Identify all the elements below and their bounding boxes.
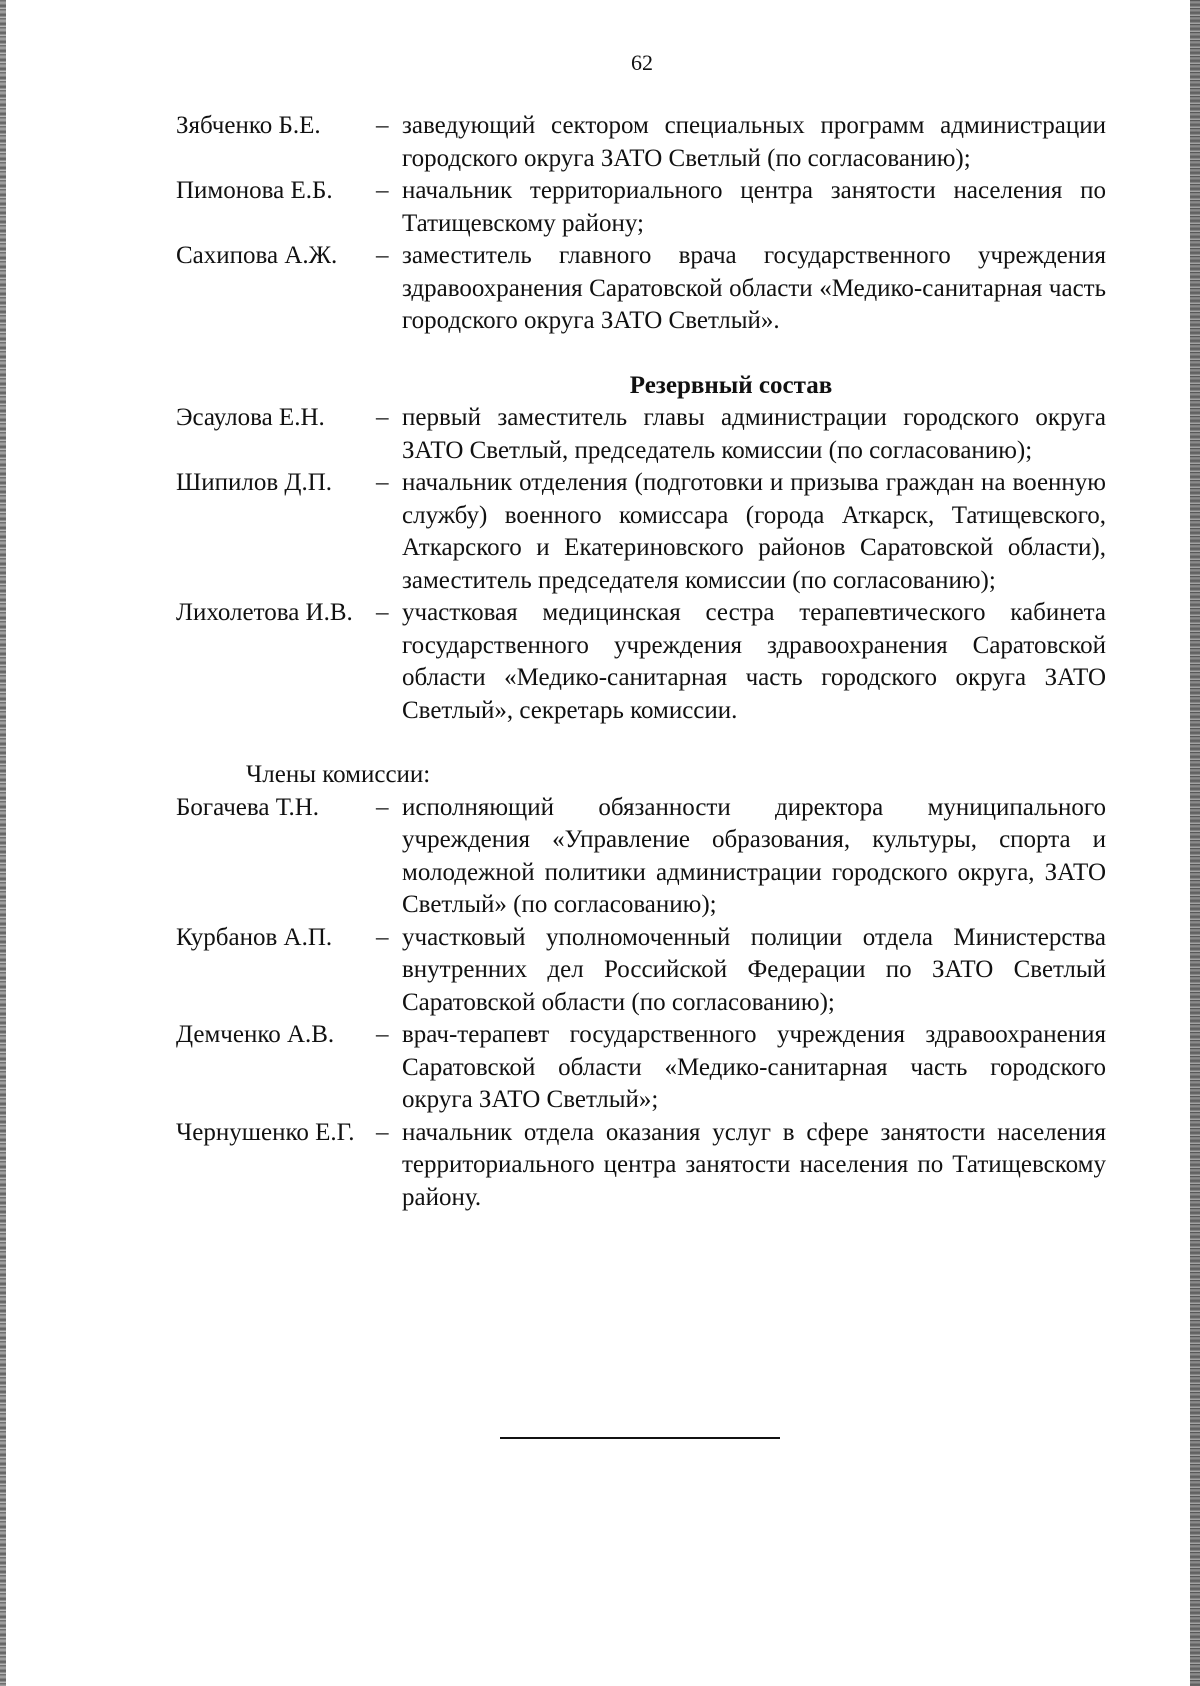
member-description: врач-терапевт государственного учреждения здравоохранения Саратовской области «Медико-санитарная часть городского округа ЗАТО Светлый»; — [402, 1021, 1106, 1113]
dash: – — [376, 793, 389, 821]
document-body — [176, 110, 1106, 1214]
member-name: Богачева Т.Н. — [176, 793, 320, 821]
member-entry — [176, 110, 1106, 175]
member-name: Сахипова А.Ж. — [176, 242, 338, 269]
member-entry — [176, 792, 1106, 922]
member-description: исполняющий обязанности директора муниципального учреждения «Управление образования, культуры, спорта и молодежной политики администрации городского округа, ЗАТО Светлый» (по согласованию); — [402, 793, 1106, 918]
page-number: 62 — [631, 50, 653, 75]
dash: – — [376, 404, 389, 431]
member-entry — [176, 240, 1106, 338]
leader-entry — [176, 597, 1106, 727]
leader-entry — [176, 467, 1106, 597]
scan-border-right — [1190, 0, 1200, 1686]
leader-entry — [176, 402, 1106, 467]
member-description: участковый уполномоченный полиции отдела Министерства внутренних дел Российской Федерации по ЗАТО Светлый Саратовской области (по согласованию); — [402, 923, 1106, 1016]
member-entry — [176, 922, 1106, 1020]
leader-name: Лихолетова И.В. — [176, 599, 353, 626]
dash: – — [376, 1118, 389, 1146]
member-name: Демченко А.В. — [176, 1021, 335, 1048]
member-entry — [176, 175, 1106, 240]
dash: – — [376, 923, 389, 951]
member-name: Зябченко Б.Е. — [176, 112, 321, 139]
member-description: начальник территориального центра занятости населения по Татищевскому району; — [402, 177, 1106, 237]
member-entry — [176, 1117, 1106, 1215]
leader-description: первый заместитель главы администрации городского округа ЗАТО Светлый, председатель комиссии (по согласованию); — [402, 404, 1106, 464]
closing-rule — [500, 1437, 780, 1439]
dash: – — [376, 599, 389, 626]
dash: – — [376, 177, 389, 204]
leader-name: Шипилов Д.П. — [176, 469, 332, 496]
dash: – — [376, 112, 389, 139]
member-description: заместитель главного врача государственного учреждения здравоохранения Саратовской области «Медико-санитарная часть городского округа ЗАТО Светлый». — [402, 242, 1106, 334]
leader-description: начальник отделения (подготовки и призыва граждан на военную службу) военного комиссара (города Аткарск, Татищевского, Аткарского и Екатериновского районов Саратовской области), заместитель председателя комиссии (по согласованию); — [402, 469, 1106, 594]
member-entry — [176, 1019, 1106, 1117]
reserve-heading: Резервный состав — [629, 371, 833, 399]
member-name: Курбанов А.П. — [176, 923, 333, 951]
dash: – — [376, 469, 389, 496]
member-name: Пимонова Е.Б. — [176, 177, 333, 204]
scan-border-left — [0, 0, 6, 1686]
leader-name: Эсаулова Е.Н. — [176, 404, 325, 431]
dash: – — [376, 1021, 389, 1048]
leader-description: участковая медицинская сестра терапевтического кабинета государственного учреждения здравоохранения Саратовской области «Медико-санитарная часть городского округа ЗАТО Светлый», секретарь комиссии. — [402, 599, 1106, 724]
member-name: Чернушенко Е.Г. — [176, 1118, 355, 1146]
members-label: Члены комиссии: — [246, 761, 431, 788]
dash: – — [376, 242, 389, 269]
member-description: заведующий сектором специальных программ администрации городского округа ЗАТО Светлый (по согласованию); — [402, 112, 1106, 172]
member-description: начальник отдела оказания услуг в сфере занятости населения территориального центра занятости населения по Татищевскому району. — [402, 1118, 1106, 1211]
